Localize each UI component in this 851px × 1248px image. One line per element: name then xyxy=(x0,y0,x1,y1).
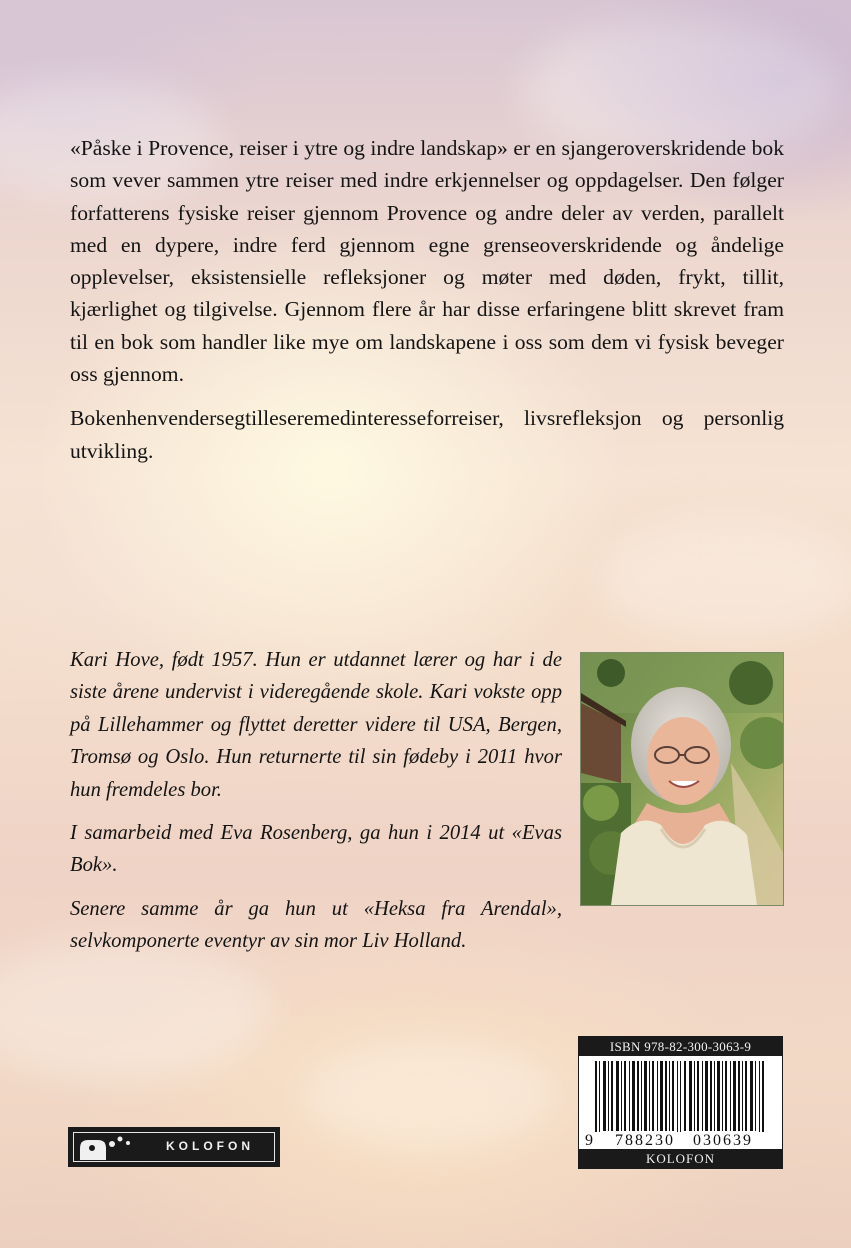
kolofon-logo xyxy=(68,1127,280,1167)
author-bio-paragraph-3: Senere samme år ga hun ut «Heksa fra Arendal», selvkomponerte eventyr av sin mor Liv Holland. xyxy=(70,897,562,953)
book-description xyxy=(70,132,784,479)
description-paragraph-1: «Påske i Provence, reiser i ytre og indre landskap» er en sjangeroverskridende bok som vever sammen ytre reiser med indre erkjennelser og oppdagelser. Den følger forfatterens fysiske reiser gjennom Provence og andre deler av verden, parallelt med en dypere, indre ferd gjennom egne grenseoverskridende og åndelige opplevelser, eksistensielle refleksjoner og møter med døden, frykt, tillit, kjærlighet og tilgivelse. Gjennom flere år har disse erfaringene blitt skrevet fram til en bok som handler like mye om landskapene i oss som dem vi fysisk beveger oss gjennom. xyxy=(70,136,784,387)
logo-text: KOLOFON xyxy=(166,1139,254,1153)
description-paragraph-2-run: Bokenhenvendersegtilleseremedinteresseforreiser, xyxy=(70,406,504,431)
isbn-barcode xyxy=(578,1036,783,1169)
barcode-digits xyxy=(581,1132,780,1149)
barcode-lead-digit: 9 xyxy=(585,1132,593,1149)
author-bio-paragraph-1: Kari Hove, født 1957. Hun er utdannet lærer og har i de siste årene undervist i videregående skole. Kari vokste opp på Lillehammer og flyttet deretter videre til USA, Bergen, Tromsø og Oslo. Hun returnerte til sin fødeby i 2011 hvor hun fremdeles bor. xyxy=(70,649,562,801)
description-paragraph-2 xyxy=(70,402,784,467)
barcode-bars xyxy=(593,1061,773,1141)
author-bio-paragraph-2: I samarbeid med Eva Rosenberg, ga hun i 2014 ut «Evas Bok». xyxy=(70,822,562,877)
author-bio xyxy=(70,644,784,969)
description-paragraph-2-tail: livsrefleksjon og personlig utvikling. xyxy=(70,406,784,463)
barcode-digit-group-1: 788230 xyxy=(615,1132,675,1149)
barcode-digit-group-2: 030639 xyxy=(693,1132,753,1149)
kolofon-mark-icon xyxy=(78,1134,138,1162)
barcode-publisher: KOLOFON xyxy=(579,1149,782,1168)
cloud-decoration xyxy=(300,1040,560,1150)
isbn-number: ISBN 978-82-300-3063-9 xyxy=(579,1037,782,1056)
cloud-decoration xyxy=(600,520,851,640)
author-portrait-image xyxy=(581,653,783,905)
author-photo xyxy=(580,652,784,906)
